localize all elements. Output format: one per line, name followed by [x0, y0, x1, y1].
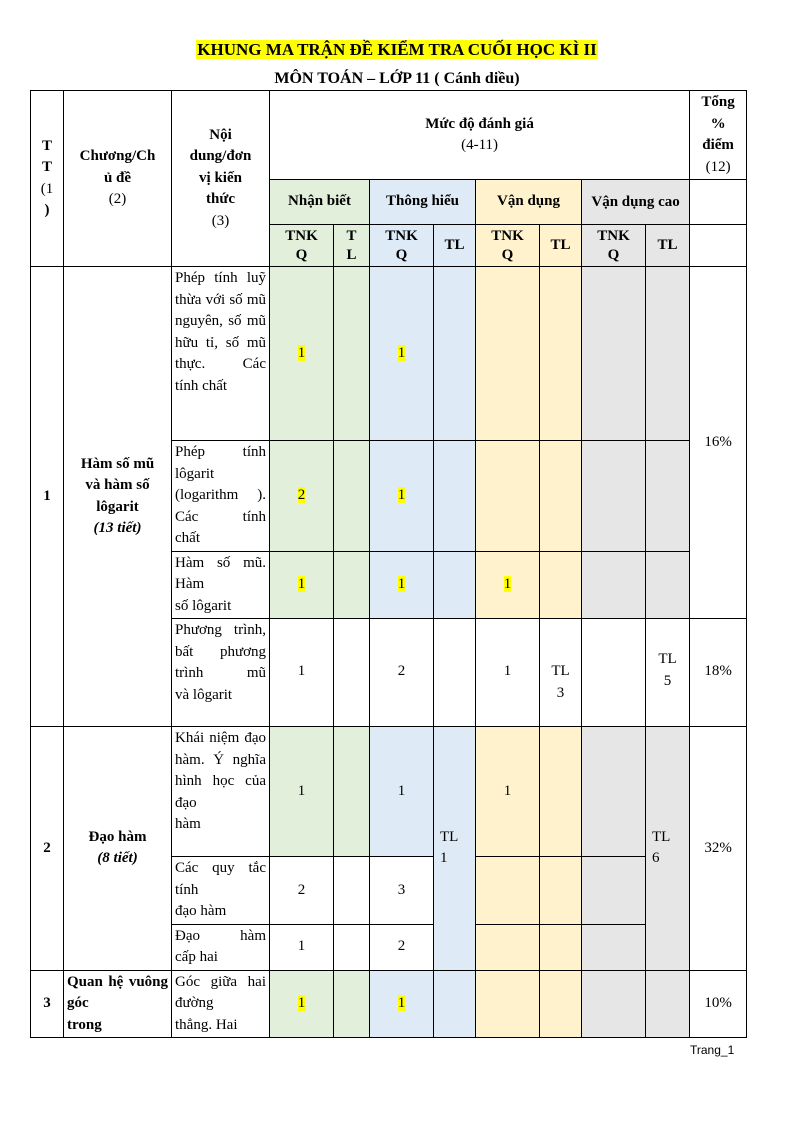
- cell-vd-tnkq: [476, 441, 540, 552]
- cell-nb-tnkq: 2: [270, 441, 334, 552]
- header-van-dung: Vận dụng: [476, 180, 582, 225]
- cell-nb-tl: [334, 441, 370, 552]
- cell-vdc-tl: TL 6: [646, 727, 690, 971]
- cell-nb-tl: [334, 551, 370, 619]
- header-tnkq-nb: TNK Q: [270, 225, 334, 267]
- row-tt: 3: [31, 970, 64, 1038]
- cell-nb-tl: [334, 857, 370, 925]
- cell-vd-tnkq: [476, 924, 540, 970]
- cell-nb-tnkq: 1: [270, 924, 334, 970]
- document-title: KHUNG MA TRẬN ĐỀ KIỂM TRA CUỐI HỌC KÌ II: [197, 40, 597, 59]
- cell-th-tl: [434, 551, 476, 619]
- header-total: Tổng % điểm (12): [690, 91, 747, 180]
- row-tt: 1: [31, 267, 64, 727]
- cell-th-tl: [434, 970, 476, 1038]
- header-tt: T T (1 ): [31, 91, 64, 267]
- cell-vdc-tl: [646, 551, 690, 619]
- cell-nb-tnkq: 1: [270, 970, 334, 1038]
- cell-vd-tnkq: 1: [476, 727, 540, 857]
- cell-vd-tl: [540, 924, 582, 970]
- cell-nb-tl: [334, 727, 370, 857]
- unit-content: Các quy tắc tính đạo hàm: [172, 857, 270, 925]
- cell-vdc-tnkq: [582, 970, 646, 1038]
- header-tnkq-th: TNK Q: [370, 225, 434, 267]
- cell-th-tnkq: 1: [370, 267, 434, 441]
- header-total-empty-2: [690, 225, 747, 267]
- cell-th-tnkq: 1: [370, 970, 434, 1038]
- unit-content: Phương trình, bất phương trình mũ và lôgarit: [172, 619, 270, 727]
- chapter-name: Hàm số mũ và hàm số lôgarit (13 tiết): [64, 267, 172, 727]
- document-subtitle: MÔN TOÁN – LỚP 11 ( Cánh diều): [274, 70, 520, 87]
- cell-total: 32%: [690, 727, 747, 971]
- cell-th-tl: [434, 267, 476, 441]
- unit-content: Hàm số mũ. Hàm số lôgarit: [172, 551, 270, 619]
- cell-total: 10%: [690, 970, 747, 1038]
- cell-vd-tl: [540, 727, 582, 857]
- cell-nb-tl: [334, 970, 370, 1038]
- matrix-table: [30, 90, 747, 1038]
- cell-th-tnkq: 2: [370, 619, 434, 727]
- cell-vdc-tnkq: [582, 924, 646, 970]
- cell-vdc-tnkq: [582, 727, 646, 857]
- row-tt: 2: [31, 727, 64, 971]
- cell-th-tl: TL 1: [434, 727, 476, 971]
- page-footer: Trang_1: [690, 1043, 735, 1057]
- unit-content: Đạo hàm cấp hai: [172, 924, 270, 970]
- header-thong-hieu: Thông hiểu: [370, 180, 476, 225]
- cell-th-tnkq: 2: [370, 924, 434, 970]
- cell-th-tnkq: 1: [370, 727, 434, 857]
- cell-vdc-tl: [646, 441, 690, 552]
- header-tl-th: TL: [434, 225, 476, 267]
- unit-content: Góc giữa hai đường thẳng. Hai: [172, 970, 270, 1038]
- cell-nb-tnkq: 1: [270, 551, 334, 619]
- cell-nb-tnkq: 1: [270, 267, 334, 441]
- cell-vdc-tnkq: [582, 619, 646, 727]
- cell-vd-tl: [540, 857, 582, 925]
- cell-vd-tl: TL 3: [540, 619, 582, 727]
- header-assessment-level: Mức độ đánh giá (4-11): [270, 91, 690, 180]
- header-chapter: Chương/Ch ủ đề (2): [64, 91, 172, 267]
- unit-content: Khái niệm đạo hàm. Ý nghĩa hình học của đạo hàm: [172, 727, 270, 857]
- header-total-empty: [690, 180, 747, 225]
- header-nhan-biet: Nhận biết: [270, 180, 370, 225]
- cell-vdc-tl: [646, 267, 690, 441]
- cell-vdc-tnkq: [582, 441, 646, 552]
- chapter-name: Quan hệ vuông góc trong: [64, 970, 172, 1038]
- cell-nb-tl: [334, 924, 370, 970]
- cell-vdc-tl: TL 5: [646, 619, 690, 727]
- cell-nb-tnkq: 1: [270, 619, 334, 727]
- cell-vd-tnkq: [476, 267, 540, 441]
- cell-th-tl: [434, 441, 476, 552]
- cell-vd-tl: [540, 551, 582, 619]
- cell-th-tnkq: 1: [370, 441, 434, 552]
- header-tnkq-vd: TNK Q: [476, 225, 540, 267]
- chapter-name: Đạo hàm (8 tiết): [64, 727, 172, 971]
- cell-vdc-tnkq: [582, 857, 646, 925]
- cell-vd-tnkq: 1: [476, 551, 540, 619]
- cell-vd-tnkq: [476, 857, 540, 925]
- cell-total: 18%: [690, 619, 747, 727]
- cell-nb-tnkq: 2: [270, 857, 334, 925]
- header-tl-vd: TL: [540, 225, 582, 267]
- cell-vdc-tnkq: [582, 267, 646, 441]
- unit-content: Phép tính lôgarit (logarithm ). Các tính chất: [172, 441, 270, 552]
- unit-content: Phép tính luỹ thừa với số mũ nguyên, số mũ hữu tỉ, số mũ thực. Các tính chất: [172, 267, 270, 441]
- cell-nb-tl: [334, 267, 370, 441]
- header-content: Nội dung/đơn vị kiến thức (3): [172, 91, 270, 267]
- cell-vdc-tnkq: [582, 551, 646, 619]
- cell-vd-tl: [540, 441, 582, 552]
- cell-vd-tnkq: [476, 970, 540, 1038]
- cell-total: 16%: [690, 267, 747, 619]
- cell-vd-tnkq: 1: [476, 619, 540, 727]
- cell-th-tl: [434, 619, 476, 727]
- header-tl-nb: T L: [334, 225, 370, 267]
- header-van-dung-cao: Vận dụng cao: [582, 180, 690, 225]
- header-tl-vdc: TL: [646, 225, 690, 267]
- cell-nb-tl: [334, 619, 370, 727]
- cell-th-tnkq: 3: [370, 857, 434, 925]
- cell-vd-tl: [540, 970, 582, 1038]
- cell-vd-tl: [540, 267, 582, 441]
- cell-vdc-tl: [646, 970, 690, 1038]
- cell-nb-tnkq: 1: [270, 727, 334, 857]
- header-tnkq-vdc: TNK Q: [582, 225, 646, 267]
- cell-th-tnkq: 1: [370, 551, 434, 619]
